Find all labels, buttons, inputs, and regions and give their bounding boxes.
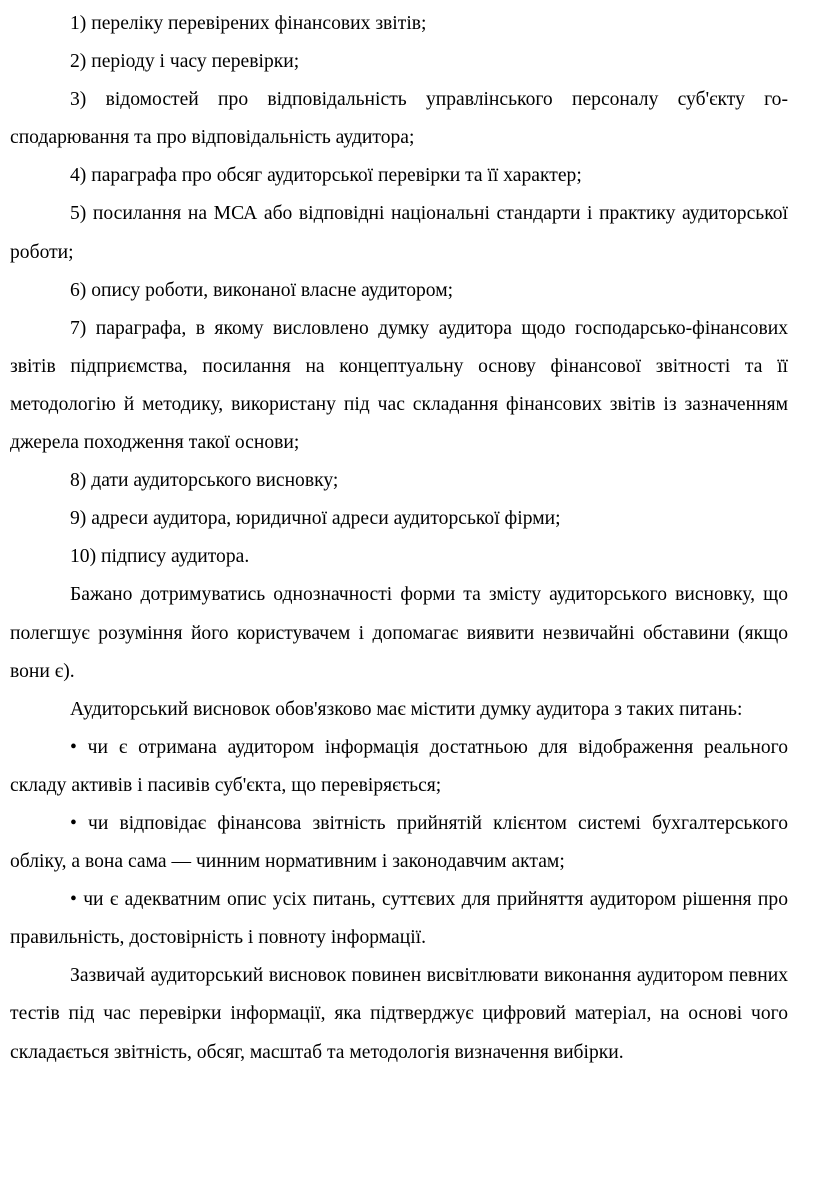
list-item-7: 7) параграфа, в якому висловлено думку аудитора щодо господарсько-фінансових звітів підприємства, посилання на концептуальну основу фінансової звітності та її методологію й методику, використану під час складання фінансових звітів із зазначенням джерела походження такої основи; (10, 317, 788, 454)
list-item-6: 6) опису роботи, виконаної власне аудитором; (70, 279, 454, 301)
document-page (10, 0, 788, 1072)
body-paragraph-form: Бажано дотримуватись однозначності форми та змісту аудиторського висновку, що полегшує розуміння його користувачем і допомагає виявити незвичайні обставини (якщо вони є). (10, 584, 788, 682)
bullet-item-2: • чи відповідає фінансова звітність прийнятій клієнтом системі бухгалтерського обліку, а вона сама — чинним нормативним і законодавчим актам; (10, 812, 788, 873)
body-paragraph-opinion: Аудиторський висновок обов'язково має містити думку аудитора з таких питань: (70, 698, 743, 720)
list-item-9: 9) адреси аудитора, юридичної адреси аудиторської фірми; (70, 508, 561, 530)
list-item-10: 10) підпису аудитора. (70, 546, 250, 568)
list-item-8: 8) дати аудиторського висновку; (70, 470, 339, 492)
list-item-5: 5) посилання на МСА або відповідні національні стандарти і практику аудиторської роботи; (10, 203, 788, 263)
list-item-4: 4) параграфа про обсяг аудиторської перевірки та її характер; (70, 165, 582, 187)
body-paragraph-tests: Зазвичай аудиторський висновок повинен висвітлювати виконання аудитором певних тестів під час перевірки інформації, яка підтверджує цифровий матеріал, на основі чого складається звітність, обсяг, масштаб та методологія визначення вибірки. (10, 965, 788, 1063)
bullet-item-1: • чи є отримана аудитором інформація достатньою для відображення реального складу активів і пасивів суб'єкта, що перевіряється; (10, 736, 788, 796)
list-item-2: 2) періоду і часу перевірки; (70, 51, 300, 73)
list-item-1: 1) переліку перевірених фінансових звітів; (70, 13, 427, 34)
list-item-3: 3) відомостей про відповідальність управлінського персоналу суб'єкту господарювання та про відповідальність аудитора; (10, 89, 788, 149)
bullet-item-3: • чи є адекватним опис усіх питань, суттєвих для прийняття аудитором рішення про правильність, достовірність і повноту інформації. (10, 889, 788, 949)
